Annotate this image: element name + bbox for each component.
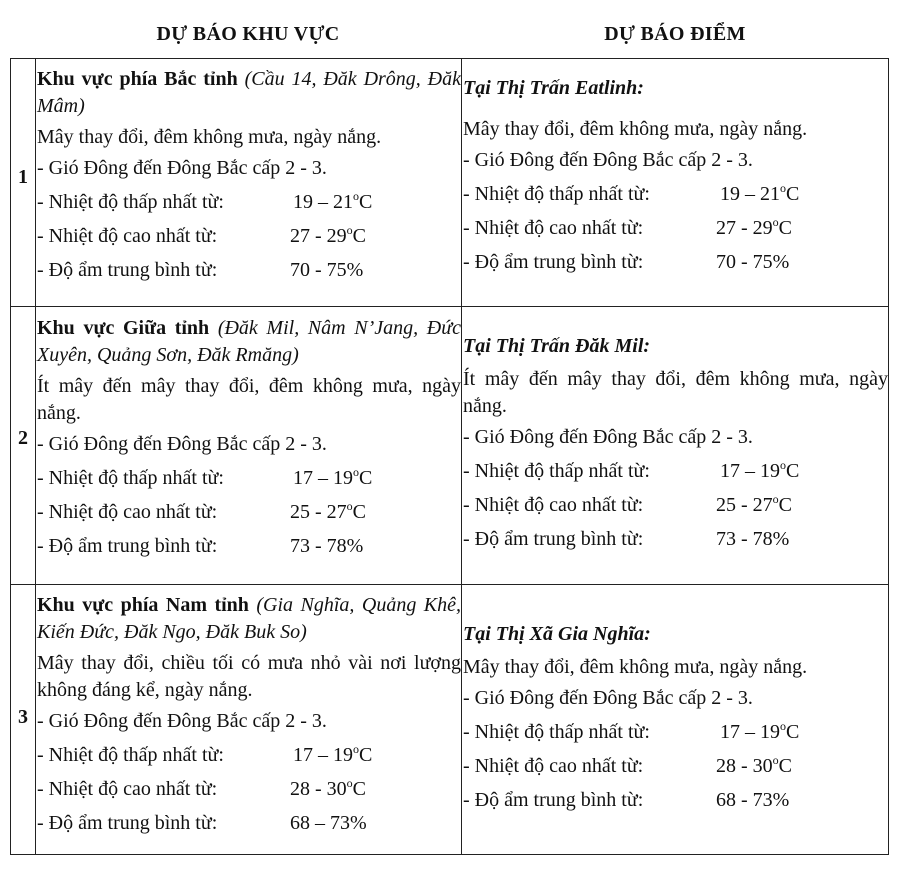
max-temp-line: - Nhiệt độ cao nhất từ: 25 - 27$^o$C: [37, 495, 461, 529]
area-places: (Cầu 14, Đăk Drông, Đăk Mâm): [37, 68, 461, 117]
area-forecast-cell: [37, 315, 461, 563]
min-temp-line: - Nhiệt độ thấp nhất từ: 19 – 21$^o$C: [37, 185, 461, 219]
point-location-title: Tại Thị Trấn Đăk Mil:: [463, 335, 651, 357]
max-temp-value: 27 - 29$^o$C: [290, 223, 367, 247]
forecast-summary: Mây thay đổi, đêm không mưa, ngày nắng.: [37, 126, 382, 148]
humidity-line: - Độ ẩm trung bình từ: 73 - 78%: [37, 529, 461, 563]
min-temp-value: 19 – 21$^o$C: [293, 189, 373, 213]
area-title: [37, 592, 461, 646]
area-forecast-cell: [37, 592, 461, 840]
area-forecast-cell: [37, 66, 461, 287]
min-temp-line: - Nhiệt độ thấp nhất từ: 17 – 19$^o$C: [37, 738, 461, 772]
wind-line: - Gió Đông đến Đông Bắc cấp 2 - 3.: [37, 710, 327, 732]
min-temp-line: - Nhiệt độ thấp nhất từ: 17 – 19$^o$C: [463, 715, 888, 749]
humidity-line: - Độ ẩm trung bình từ: 68 - 73%: [463, 783, 888, 817]
wind-line: - Gió Đông đến Đông Bắc cấp 2 - 3.: [463, 149, 753, 171]
humidity-line: - Độ ẩm trung bình từ: 73 - 78%: [463, 522, 888, 556]
humidity-line: - Độ ẩm trung bình từ: 68 – 73%: [37, 806, 461, 840]
max-temp-value: 28 - 30$^o$C: [290, 776, 367, 800]
row-number: 1: [18, 166, 28, 188]
row-number: 2: [18, 427, 28, 449]
max-temp-line: - Nhiệt độ cao nhất từ: 25 - 27$^o$C: [463, 488, 888, 522]
area-title: [37, 66, 461, 120]
header-point-forecast: DỰ BÁO ĐIỂM: [604, 23, 746, 45]
min-temp-value: 17 – 19$^o$C: [293, 742, 373, 766]
point-forecast-cell: [463, 75, 888, 279]
wind-line: - Gió Đông đến Đông Bắc cấp 2 - 3.: [37, 157, 327, 179]
humidity-line: - Độ ẩm trung bình từ: 70 - 75%: [463, 245, 888, 279]
max-temp-value: 27 - 29$^o$C: [716, 215, 793, 239]
area-name: Khu vực phía Bắc tỉnh: [37, 68, 238, 90]
forecast-table: [10, 58, 889, 855]
point-forecast-cell: [463, 333, 888, 556]
humidity-value: 73 - 78%: [290, 535, 364, 557]
humidity-value: 73 - 78%: [716, 528, 790, 550]
wind-line: - Gió Đông đến Đông Bắc cấp 2 - 3.: [463, 426, 753, 448]
min-temp-value: 17 – 19$^o$C: [720, 458, 800, 482]
area-title: [37, 315, 461, 369]
max-temp-line: - Nhiệt độ cao nhất từ: 27 - 29$^o$C: [463, 211, 888, 245]
max-temp-line: - Nhiệt độ cao nhất từ: 28 - 30$^o$C: [37, 772, 461, 806]
area-places: (Gia Nghĩa, Quảng Khê, Kiến Đức, Đăk Ngo, Đăk Buk So): [37, 594, 462, 643]
max-temp-value: 25 - 27$^o$C: [290, 499, 367, 523]
column-divider: [461, 59, 462, 854]
point-forecast-cell: [463, 621, 888, 817]
max-temp-value: 25 - 27$^o$C: [716, 492, 793, 516]
column-divider: [35, 59, 36, 854]
humidity-line: - Độ ẩm trung bình từ: 70 - 75%: [37, 253, 461, 287]
area-places: (Đăk Mil, Nâm N’Jang, Đức Xuyên, Quảng Sơn, Đăk Rmăng): [37, 317, 461, 366]
max-temp-value: 28 - 30$^o$C: [716, 753, 793, 777]
row-number: 3: [18, 706, 28, 728]
min-temp-value: 17 – 19$^o$C: [720, 719, 800, 743]
forecast-summary: Ít mây đến mây thay đổi, đêm không mưa, ngày nắng.: [463, 368, 888, 417]
max-temp-line: - Nhiệt độ cao nhất từ: 28 - 30$^o$C: [463, 749, 888, 783]
max-temp-line: - Nhiệt độ cao nhất từ: 27 - 29$^o$C: [37, 219, 461, 253]
min-temp-line: - Nhiệt độ thấp nhất từ: 17 – 19$^o$C: [37, 461, 461, 495]
point-location-title: Tại Thị Xã Gia Nghĩa:: [463, 623, 651, 645]
forecast-summary: Mây thay đổi, chiều tối có mưa nhỏ vài nơi lượng không đáng kể, ngày nắng.: [37, 652, 461, 701]
min-temp-value: 17 – 19$^o$C: [293, 465, 373, 489]
forecast-summary: Ít mây đến mây thay đổi, đêm không mưa, ngày nắng.: [37, 375, 461, 424]
header-area-forecast: DỰ BÁO KHU VỰC: [156, 23, 340, 45]
humidity-value: 68 - 73%: [716, 789, 790, 811]
humidity-value: 70 - 75%: [716, 251, 790, 273]
min-temp-value: 19 – 21$^o$C: [720, 181, 800, 205]
min-temp-line: - Nhiệt độ thấp nhất từ: 19 – 21$^o$C: [463, 177, 888, 211]
point-location-title: Tại Thị Trấn Eatlinh:: [463, 77, 644, 99]
humidity-value: 68 – 73%: [290, 812, 367, 834]
humidity-value: 70 - 75%: [290, 259, 364, 281]
area-name: Khu vực Giữa tỉnh: [37, 317, 210, 339]
wind-line: - Gió Đông đến Đông Bắc cấp 2 - 3.: [463, 687, 753, 709]
forecast-summary: Mây thay đổi, đêm không mưa, ngày nắng.: [463, 118, 808, 140]
row-divider: [11, 306, 888, 307]
forecast-summary: Mây thay đổi, đêm không mưa, ngày nắng.: [463, 656, 808, 678]
wind-line: - Gió Đông đến Đông Bắc cấp 2 - 3.: [37, 433, 327, 455]
area-name: Khu vực phía Nam tỉnh: [37, 594, 249, 616]
row-divider: [11, 584, 888, 585]
min-temp-line: - Nhiệt độ thấp nhất từ: 17 – 19$^o$C: [463, 454, 888, 488]
